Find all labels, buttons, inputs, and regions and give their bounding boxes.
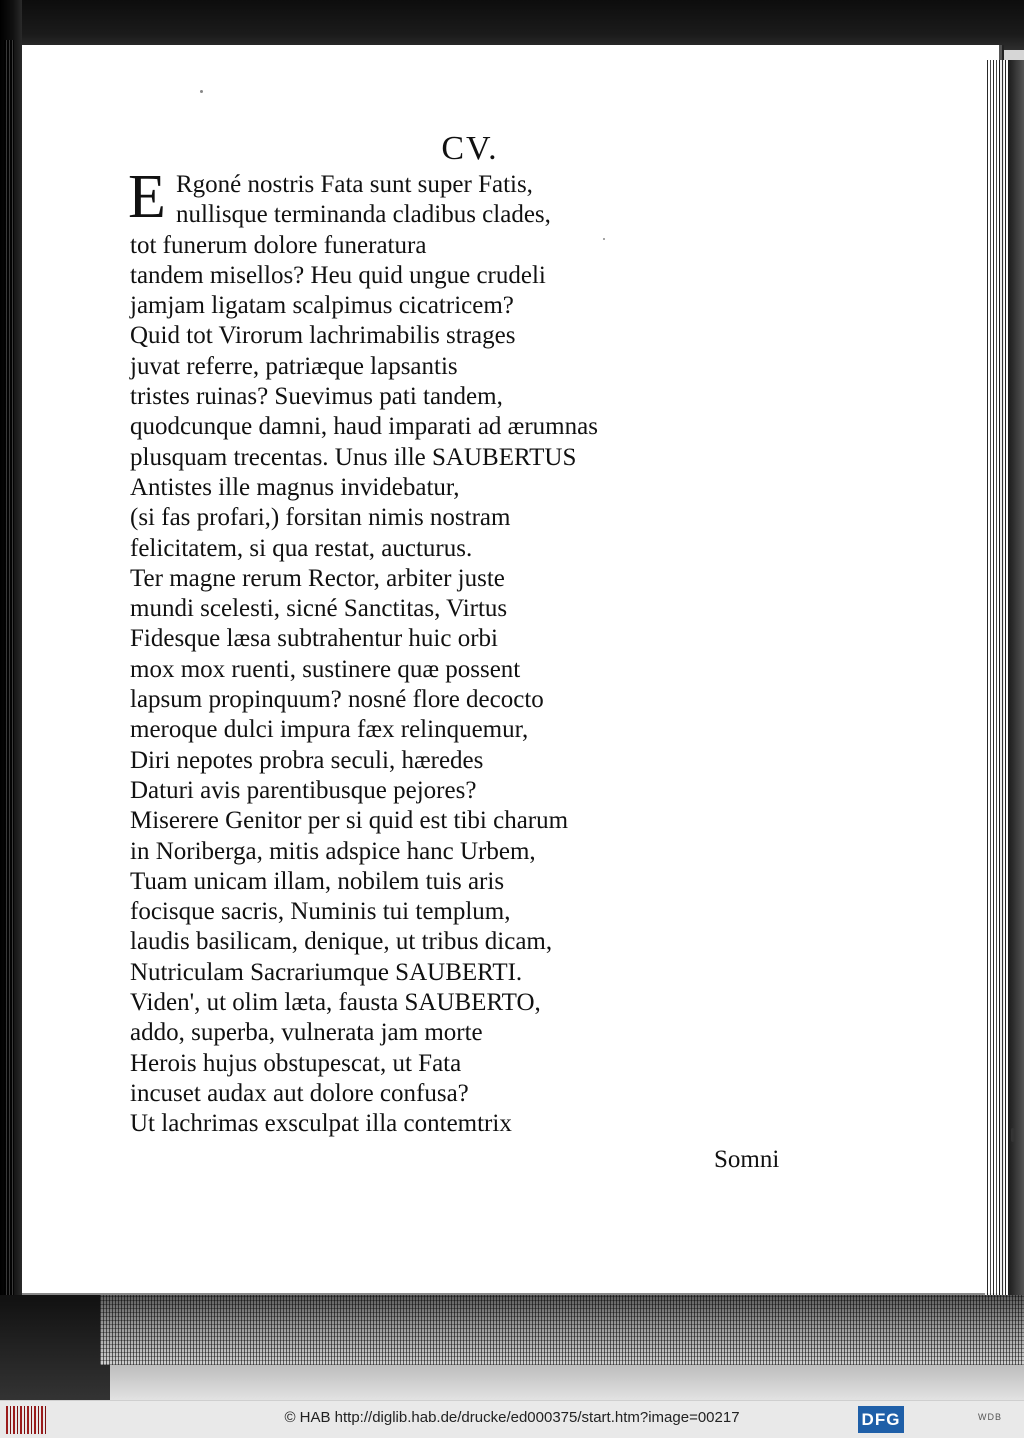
poem-line: in Noriberga, mitis adspice hanc Urbem, xyxy=(130,837,536,865)
page-bottom-edge xyxy=(100,1295,1024,1365)
poem-line: Daturi avis parentibusque pejores? xyxy=(130,776,477,804)
poem-line: tot funerum dolore funeratura xyxy=(130,231,427,259)
poem-line: meroque dulci impura fæx relinquemur, xyxy=(130,716,529,744)
poem-line: Quid tot Virorum lachrimabilis strages xyxy=(130,322,516,350)
poem-line: laudis basilicam, denique, ut tribus dicam, xyxy=(130,928,553,956)
catchword: Somni xyxy=(714,1146,780,1173)
poem-line: Fidesque læsa subtrahentur huic orbi xyxy=(130,625,498,653)
poem-line: felicitatem, si qua restat, aucturus. xyxy=(130,534,473,562)
poem-line: (si fas profari,) forsitan nimis nostram xyxy=(130,504,511,532)
poem-line: Ter magne rerum Rector, arbiter juste xyxy=(130,564,505,592)
paper-speck xyxy=(1011,1128,1015,1142)
viewer-footer xyxy=(0,1400,1024,1438)
poem-line: Antistes ille magnus invidebatur, xyxy=(130,473,460,501)
drop-cap-initial: E xyxy=(128,163,166,231)
copyright-link[interactable]: © HAB http://diglib.hab.de/drucke/ed000375/start.htm?image=00217 xyxy=(284,1409,740,1426)
book-spine-edge xyxy=(0,0,22,1400)
scanner-top-shadow xyxy=(22,0,1024,50)
right-book-edge xyxy=(1008,60,1024,1310)
poem-line: Nutriculam Sacrariumque SAUBERTI. xyxy=(130,958,523,986)
poem-line: Viden', ut olim læta, fausta SAUBERTO, xyxy=(130,989,541,1017)
poem-line: incuset audax aut dolore confusa? xyxy=(130,1079,469,1107)
poem-line: lapsum propinquum? nosné flore decocto xyxy=(130,686,544,714)
poem-line: mox mox ruenti, sustinere quæ possent xyxy=(130,655,521,683)
poem-line: quodcunque damni, haud imparati ad ærumnas xyxy=(130,413,598,441)
poem-line: focisque sacris, Numinis tui templum, xyxy=(130,898,511,926)
scanner-bottom-bed xyxy=(110,1365,1024,1400)
poem-line: plusquam trecentas. Unus ille SAUBERTUS xyxy=(130,443,577,471)
poem-line: tristes ruinas? Suevimus pati tandem, xyxy=(130,383,503,411)
poem-line: Rgoné nostris Fata sunt super Fatis, xyxy=(176,171,533,198)
poem-line: tandem misellos? Heu quid ungue crudeli xyxy=(130,261,546,289)
poem-line: Tuam unicam illam, nobilem tuis aris xyxy=(130,867,505,895)
poem-line: Ut lachrimas exsculpat illa contemtrix xyxy=(130,1110,512,1138)
poem-line: Miserere Genitor per si quid est tibi charum xyxy=(130,807,569,835)
paper-speck xyxy=(603,238,605,240)
wdb-mark: WDB xyxy=(978,1412,1002,1422)
dfg-logo-icon: DFG xyxy=(858,1406,904,1433)
poem-line: nullisque terminanda cladibus clades, xyxy=(176,201,551,229)
poem-line: Diri nepotes probra seculi, hæredes xyxy=(130,746,484,774)
paper-speck xyxy=(200,90,203,93)
spine-texture xyxy=(4,40,14,1340)
poem-line: addo, superba, vulnerata jam morte xyxy=(130,1019,483,1047)
page-edge-stack xyxy=(985,60,1009,1300)
bottom-left-shadow xyxy=(0,1295,110,1400)
page-heading: CV. xyxy=(441,130,499,167)
poem-line: jamjam ligatam scalpimus cicatricem? xyxy=(130,292,514,320)
poem-line: mundi scelesti, sicné Sanctitas, Virtus xyxy=(130,595,508,623)
poem-text xyxy=(130,170,780,1140)
poem-line: Herois hujus obstupescat, ut Fata xyxy=(130,1049,462,1077)
poem-line: juvat referre, patriæque lapsantis xyxy=(130,352,458,380)
